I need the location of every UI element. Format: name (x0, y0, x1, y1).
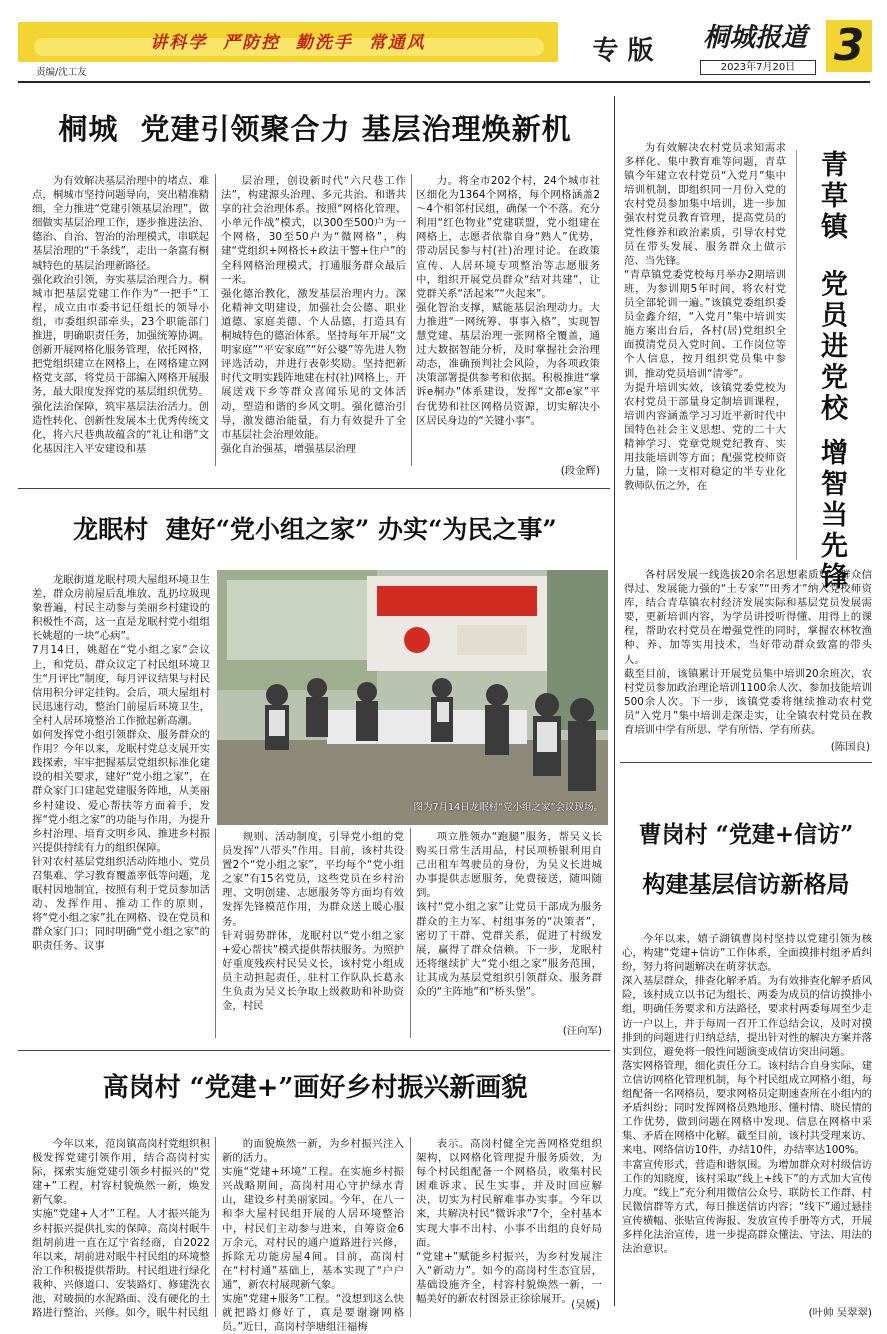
slogan-banner (18, 22, 558, 62)
section-divider (620, 762, 872, 763)
a3-col3: 表示。高岗村健全完善网格党组织架构，以网格化管理提升服务质效，为每个村民组配备一个网格员，收集村民困难诉求、民生实事，并及时回应解决，切实为村民解难事办实事。今年以来，共解决村民“微诉求”7个，全村基本实现大事不出村、小事不出组的良好局面。 “党建+”赋能乡村振兴，为乡村发展注入“新动力”。如今的高岗村生态宜居，基础设施齐全，村容村貌焕然一新，一幅美好的新农村图景正徐徐展开。 (416, 1138, 602, 1306)
a2-col1: 龙眠街道龙眠村项大屋组环境卫生差，群众房前屋后乱堆放、乱扔垃圾现象普遍，村民主动参与美丽乡村建设的积极性不高，这一直是龙眠村党小组组长姚超的一块“心病”。 7月14日，姚超在“党小组之家”会议上，和党员、群众议定了村民组环境卫生“月评比”制度，每月评议结果与村民信用积分评定挂钩。会后，项大屋组村民迅速行动，整治门前屋后环境卫生，全村人居环境整治工作掀起新高潮。 如何发挥党小组引领群众、服务群众的作用？今年以来，龙眠村党总支展开实践探索，牢牢把握基层党组织标准化建设的相关要求，建好“党小组之家”，在群众家门口建起党建服务阵地，从美丽乡村建设、爱心帮扶等方面着手，发挥“党小组之家”的功能与作用，为提升乡村治理、培育文明乡风、推进乡村振兴提供持续有力的组织保障。 针对农村基层党组织活动阵地小、党员召集难、学习教育覆盖率低等问题，龙眠村因地制宜，按照有利于党员参加活动、发挥作用、推动工作的原则，将“党小组之家”扎在网格、设在党员和群众家门口；同时明确“党小组之家”的职责任务、议事 (32, 574, 210, 953)
a1-col2: 层治理，创设新时代“六尺巷工作法”，构建源头治理、多元共治、和谐共享的社会治理体系。按照“网格化管理、小单元作战”模式，以300至500户为一个网格，30至50户为“微网格”，构建“党组织+网格长+政法干警+住户”的全科网格治理模式，打通服务群众最后一米。 强化德治教化，激发基层治理内力。深化精神文明建设，加强社会公德、职业道德、家庭美德、个人品德，打造具有桐城特色的德治体系。坚持每年开展“文明家庭”“平安家庭”“好公婆”等先进人物评选活动，并进行表彰奖励。坚持把新时代文明实践阵地建在村(社)网格上，开展送戏下乡等群众喜闻乐见的文体活动，塑造和谐的乡风文明。强化德治引导，激发德治能量，有力有效提升了全市基层社会治理效能。 强化自治强基，增强基层治理 (221, 175, 406, 455)
a4-byline: (陈国良) (830, 741, 870, 753)
section-divider (18, 488, 610, 489)
a1-byline: (段金辉) (560, 465, 600, 477)
a3-byline: (吴媛) (571, 1299, 600, 1311)
a3-col1: 今年以来，范岗镇高岗村党组织积极发挥党建引领作用，结合高岗村实际，探索实施党建引领乡村振兴的“党建+”工程，村容村貌焕然一新，焕发新气象。 实施“党建+人才”工程。人才振兴能为乡村振兴提供扎实的保障。高岗村眠牛组胡前进一直在辽宁省经商，自2022年以来，胡前进对眠牛村民组的环境整治工作积极提供帮助。村民组进行绿化栽种、兴修道口、安装路灯、修建洗衣池，对破损的水泥路面、没有硬化的土路进行整治、兴修。如今，眠牛村民组 (32, 1138, 210, 1320)
slogan-text: 讲科学 严防控 勤洗手 常通风 (150, 33, 426, 53)
column-separator (614, 96, 615, 1306)
paper-name: 桐城报道 (702, 23, 807, 53)
col-divider (215, 174, 216, 466)
a5-body: 今年以来，嬉子湖镇曹岗村坚持以党建引领为核心，构建“党建+信访”工作体系，全面摸排村组矛盾纠纷，努力将问题解决在萌芽状态。 深入基层群众，排查化解矛盾。为有效排查化解矛盾风险，该村成立以书记为组长、两委为成员的信访摸排小组，明确任务要求和方法路径，要求村两委每周至少走访一户以上，并于每周一召开工作总结会议，及时对摸排到的问题进行归纳总结，提出针对性的解决方案并落实到位，避免将一般性问题演变成信访突出问题。 落实网格管理，细化责任分工。该村结合自身实际，建立信访网格化管理机制，每个村民组成立网格小组，每组配备一名网格员，要求网格员定期速查所在小组内的矛盾纠纷；同时发挥网格员熟地形、懂村情、晓民情的工作优势，做到问题在网格中发现、信息在网格中采集、矛盾在网格中化解。截至目前，该村共受理来访、来电、网络信访10件，办结10件，办结率达100%。 丰富宣传形式，营造和谐氛围。为增加群众对村级信访工作的知晓度，该村采取“线上+线下”的方式加大宣传力度。“线上”充分利用微信公众号、联防长工作群、村民微信群等方式，每日推送信访内容；“线下”通过悬挂宣传横幅、张贴宣传海报、发放宣传手册等方式，开展多样化法治宣传，进一步提高群众懂法、守法、用法的法治意识。 (622, 933, 872, 1256)
issue-date: 2023年7月20日 (700, 60, 816, 75)
col-divider (215, 1137, 216, 1317)
col-divider (410, 1137, 411, 1317)
col-divider (410, 828, 411, 1038)
masthead-rule (18, 81, 870, 83)
headline-longmian: 龙眠村 建好“党小组之家” 办实“为民之事” (73, 515, 557, 544)
meeting-photo (217, 570, 608, 825)
a4-bottom: 各村居发展一线选拔20余名思想素质好、群众信得过、发展能力强的“土专家”“田秀才”纳入党校师资库，结合青草镇农村经济发展实际和基层党员发展需要，更新培训内容，为学员讲授听得懂、用得上的课程，帮助农村党员在增强党性的同时，掌握农林牧渔种、养、加等实用技术，当好带动群众致富的带头人。 截至目前，该镇累计开展党员集中培训20余班次，农村党员参加政治理论培训1100余人次、参加技能培训500余人次。下一步，该镇党委将继续推动农村党员“入党月”集中培训走深走实，让全镇农村党员在教育培训中学有所思、学有所悟、学有所获。 (624, 569, 872, 737)
headline-caogang-line1: 曹岗村 “党建+信访” (638, 821, 854, 848)
col-divider (411, 174, 412, 466)
a2-col3: 项立胜领办“跑腿”服务，帮吴义长购买日常生活用品，村民项桥银利用自己出租车驾驶员的身份，为吴义长进城办事提供志愿服务，免费接送，随叫随到。 该村“党小组之家”让党员干部成为服务群众的主力军、村组事务的“决策者”，密切了干群、党群关系，促进了村级发展，赢得了群众信赖。下一步，龙眠村还将继续扩大“党小组之家”服务范围，让其成为基层党组织引领群众、服务群众的“主阵地”和“桥头堡”。 (416, 831, 602, 999)
headline-qingcao (796, 150, 866, 594)
col-divider (215, 828, 216, 1038)
photo-caption: 图为7月14日龙眠村“党小组之家”会议现场。 (413, 802, 603, 813)
a2-col2: 规则、活动制度，引导党小组的党员发挥“八带头”作用。目前，该村共设置2个“党小组之家”，平均每个“党小组之家”有15名党员，这些党员在乡村治理、文明创建、志愿服务等方面均有效发挥先锋模范作用，为群众送上暖心服务。 针对弱势群体，龙眠村以“党小组之家+爱心帮扶”模式提供帮扶服务。为照护好重度残疾村民吴义长，该村党小组成员主动担起责任，驻村工作队队长葛永生负责为吴义长争取上级救助和补助资金，村民 (222, 831, 404, 1013)
a1-col3: 力。将全市202个村，24个城市社区细化为1364个网格，每个网格涵盖2～4个相邻村民组，确保一个不落。充分利用“红色物业”党建联盟，党小组建在网格上，志愿者依靠自身“熟人”优势，带动居民参与村(社)治理讨论。在政策宣传、人居环境专项整治等志愿服务中，组织开展党员群众“结对共建”，让党群关系“活起来”“火起来”。 强化智治支撑，赋能基层治理动力。大力推进“一网统筹、事事入格”，实现智慧党建、基层治理一张网格全覆盖，通过大数据智能分析，及时掌握社会治理动态，准确预判社会风险，为各项政策决策部署提供参考和依据。积极推进“掌诉e桐办”体系建设，发挥“文都e家”平台优势和社区网格员资源，切实解决小区居民身边的“关键小事”。 (416, 175, 600, 427)
a5-byline: (叶帅 吴翠翠) (808, 1307, 872, 1319)
a1-col1: 为有效解决基层治理中的堵点、难点，桐城市坚持问题导向，突出精准精细，全力推进“党建引领基层治理”，做细做实基层治理工作，逐步推进法治、德治、自治、智治的治理模式，串联起基层治理的“千条线”，走出一条富有桐城特色的基层治理新路径。 强化政治引领，夯实基层治理合力。桐城市把基层党建工作作为“一把手”工程，成立由市委书记任组长的领导小组，市委组织部牵头，23个职能部门推进，明确职责任务，加强统筹协调。创新开展网格化服务管理，依托网格，把党组织建立在网格上，在网格建立网格党支部，将党员干部编入网格开展服务，最大限度发挥党的基层组织优势。 强化法治保障，筑牢基层法治活力。创造性转化、创新性发展本土优秀传统文化，将六尺巷典故蕴含的“礼让和谐”文化基因注入平安建设和基 (32, 175, 210, 455)
section-label: 专 版 (592, 36, 654, 66)
headline-caogang-line2: 构建基层信访新格局 (642, 871, 850, 898)
photo-illustration (217, 570, 608, 825)
headline-qingcao-text: 青草镇 党员进党校 增智当先锋 (816, 150, 847, 594)
a4-top: 为有效解决农村党员求知需求多样化、集中教育难等问题，青草镇今年建立农村党员“入党月”集中培训机制，即组织同一月份入党的农村党员参加集中培训，进一步加强农村党员教育管理，提高党员的党性修养和政治素质，引导农村党员在带头发展、服务群众上做示范、当先锋。 “青草镇党委党校每月举办2期培训班，为参训期5年时间，将农村党员全部轮训一遍。”该镇党委组织委员金鑫介绍，“入党月”集中培训实施方案出台后，各村(居)党组织全面摸清党员入党时间、工作岗位等个人信息，按月组织党员集中参训，推动党员培训“清零”。 为提升培训实效，该镇党委党校为农村党员干部量身定制培训课程，培训内容涵盖学习习近平新时代中国特色社会主义思想、党的二十大精神学习、党章党规党纪教育、实用技能培训等方面；配强党校师资力量，除一支相对稳定的半专业化教师队伍之外，在 (624, 142, 786, 493)
page-number: 3 (826, 20, 872, 72)
a3-col2: 的面貌焕然一新，为乡村振兴注入新的活力。 实施“党建+环境”工程。在实施乡村振兴战略期间，高岗村用心守护绿水青山，建设乡村美丽家园。今年，在八一和李大屋村民组开展的人居环境整治中，村民们主动参与进来，自筹资金6万余元，对村民的通户道路进行兴修，拆除无功能房屋4间。目前，高岗村在“村村通”基础上，基本实现了“户户通”，新农村展现新气象。 实施“党建+服务”工程。“没想到这么快就把路灯修好了，真是要谢谢网格员。”近日，高岗村荸塘组汪福梅 (222, 1138, 404, 1334)
headline-gaogang: 高岗村 “党建+”画好乡村振兴新画貌 (102, 1073, 528, 1103)
masthead (0, 0, 887, 88)
editor-credit: 责编/沈工友 (36, 67, 87, 78)
section-divider (18, 1050, 610, 1051)
headline-tongcheng: 桐城 党建引领聚合力 基层治理焕新机 (58, 112, 572, 146)
a2-byline: (汪向军) (562, 1025, 602, 1037)
